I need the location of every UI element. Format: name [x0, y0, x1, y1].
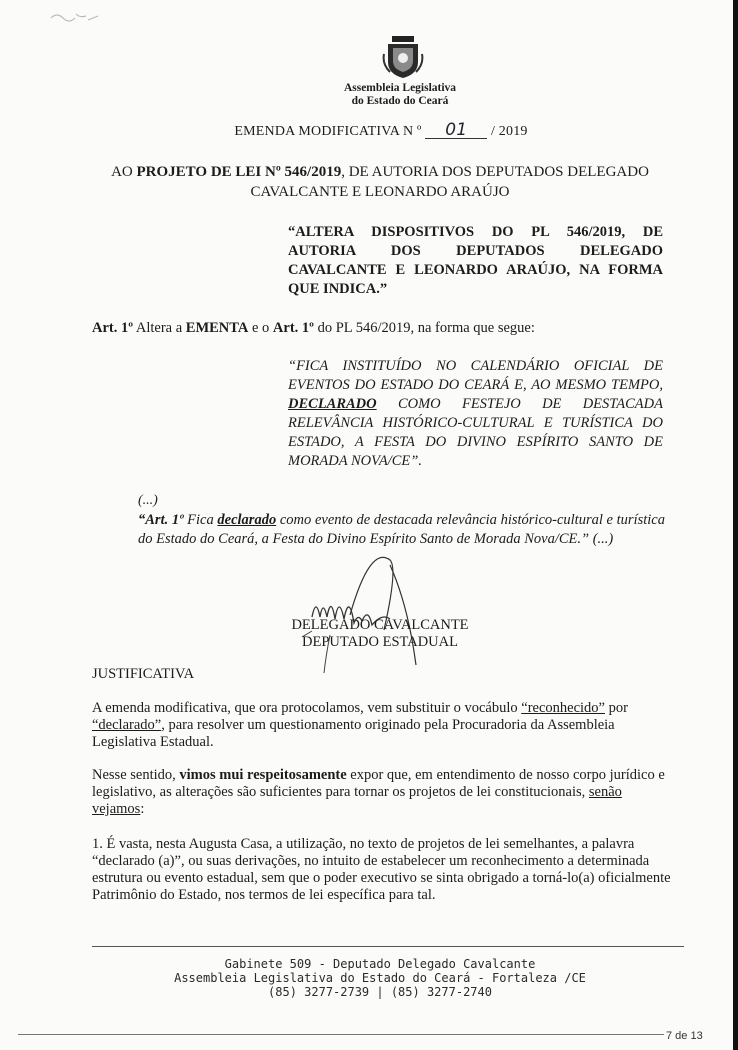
article-quote-text2: como evento de destacada relevância histórico-cultural e turística do Estado do Ceará, a Festa do Divino Espírito Santo de Morada Nova/CE.” (...): [138, 512, 665, 547]
footer-divider: [92, 946, 684, 947]
amendment-year: / 2019: [491, 124, 528, 139]
p1-underline-1: “reconhecido”: [521, 700, 605, 716]
article-quote-highlight: declarado: [217, 512, 277, 528]
signatory-name: DELEGADO CAVALCANTE: [291, 617, 469, 633]
article-1-bold2: Art. 1º: [272, 320, 314, 336]
ellipsis: (...): [138, 493, 158, 508]
project-reference: [100, 162, 660, 202]
amendment-title-prefix: EMENDA MODIFICATIVA N º: [234, 124, 422, 139]
p2-text-c: :: [140, 801, 145, 817]
p2-text-a: Nesse sentido,: [92, 767, 180, 783]
scan-smudge: [46, 6, 106, 30]
p2-text-b: expor que, em entendimento de nosso corpo jurídico e legislativo, as alterações são suficientes para tornar os projetos de lei constitucionais,: [92, 767, 665, 800]
article-quote: [138, 511, 665, 549]
justification-heading: JUSTIFICATIVA: [92, 666, 195, 682]
signatory-role: DEPUTADO ESTADUAL: [302, 634, 458, 650]
article-1-text1: Altera a: [133, 320, 186, 336]
handwritten-signature-icon: [290, 555, 490, 675]
amendment-number: 01: [425, 122, 487, 139]
p2-underline: senão vejamos: [92, 784, 622, 817]
justification-paragraph-3: 1. É vasta, nesta Augusta Casa, a utilização, no texto de projetos de lei semelhantes, a palavra “declarado (a)”, ou suas derivações, no intuito de estabelecer um reconhecimento a determinada estrutura ou evento estadual, sem que o poder executivo se sinta obrigado a torná-lo(a) oficialmente Patrimônio do Estado, nos termos de lei específica para tal.: [92, 836, 671, 903]
institution-name-line2: do Estado do Ceará: [351, 95, 449, 107]
article-1-bold1: EMENTA: [185, 320, 249, 336]
article-quote-text1: Fica: [183, 512, 218, 528]
p1-text-c: , para resolver um questionamento originado pela Procuradoria da Assembleia Legislativa Estadual.: [92, 717, 615, 750]
footer-line-2: Assembleia Legislativa do Estado do Ceará - Fortaleza /CE: [174, 971, 586, 985]
scan-right-edge: [733, 0, 738, 1050]
new-ementa-part1: “FICA INSTITUÍDO NO CALENDÁRIO OFICIAL DE EVENTOS DO ESTADO DO CEARÁ E, AO MESMO TEMPO,: [288, 358, 663, 393]
project-authors: , DE AUTORIA DOS DEPUTADOS DELEGADO CAVALCANTE E LEONARDO ARAÚJO: [250, 164, 649, 200]
ementa-quote: “ALTERA DISPOSITIVOS DO PL 546/2019, DE AUTORIA DOS DEPUTADOS DELEGADO CAVALCANTE E LEONARDO ARAÚJO, NA FORMA QUE INDICA.”: [288, 224, 663, 297]
article-1-text3: do PL 546/2019, na forma que segue:: [313, 320, 535, 336]
page-number: 7 de 13: [666, 1030, 703, 1042]
p1-text-a: A emenda modificativa, que ora protocolamos, vem substituir o vocábulo: [92, 700, 522, 716]
institution-name-line1: Assembleia Legislativa: [343, 82, 457, 94]
justification-paragraph-2: [92, 767, 677, 818]
new-ementa-highlight: DECLARADO: [288, 396, 377, 412]
footer-line-3: (85) 3277-2739 | (85) 3277-2740: [268, 985, 492, 999]
assembly-crest-icon: [380, 34, 426, 80]
p1-underline-2: “declarado”: [92, 717, 162, 733]
justification-paragraph-1: [92, 700, 677, 751]
new-ementa-text: [288, 357, 663, 471]
article-quote-label: “Art. 1º: [138, 512, 184, 528]
p1-text-b: por: [605, 700, 628, 716]
project-bill-number: PROJETO DE LEI Nº 546/2019: [136, 164, 342, 180]
amendment-title: [0, 122, 738, 140]
page-bottom-divider: [18, 1034, 664, 1035]
new-ementa-part2: COMO FESTEJO DE DESTACADA RELEVÂNCIA HISTÓRICO-CULTURAL E TURÍSTICA DO ESTADO, A FESTA DO DIVINO ESPÍRITO SANTO DE MORADA NOVA/CE”.: [288, 396, 663, 469]
article-1: [92, 320, 535, 337]
article-1-label: Art. 1º: [92, 320, 134, 336]
article-1-text2: e o: [248, 320, 273, 336]
footer-line-1: Gabinete 509 - Deputado Delegado Cavalcante: [224, 957, 536, 971]
p2-bold: vimos mui respeitosamente: [179, 767, 347, 783]
project-prefix: AO: [111, 164, 133, 180]
